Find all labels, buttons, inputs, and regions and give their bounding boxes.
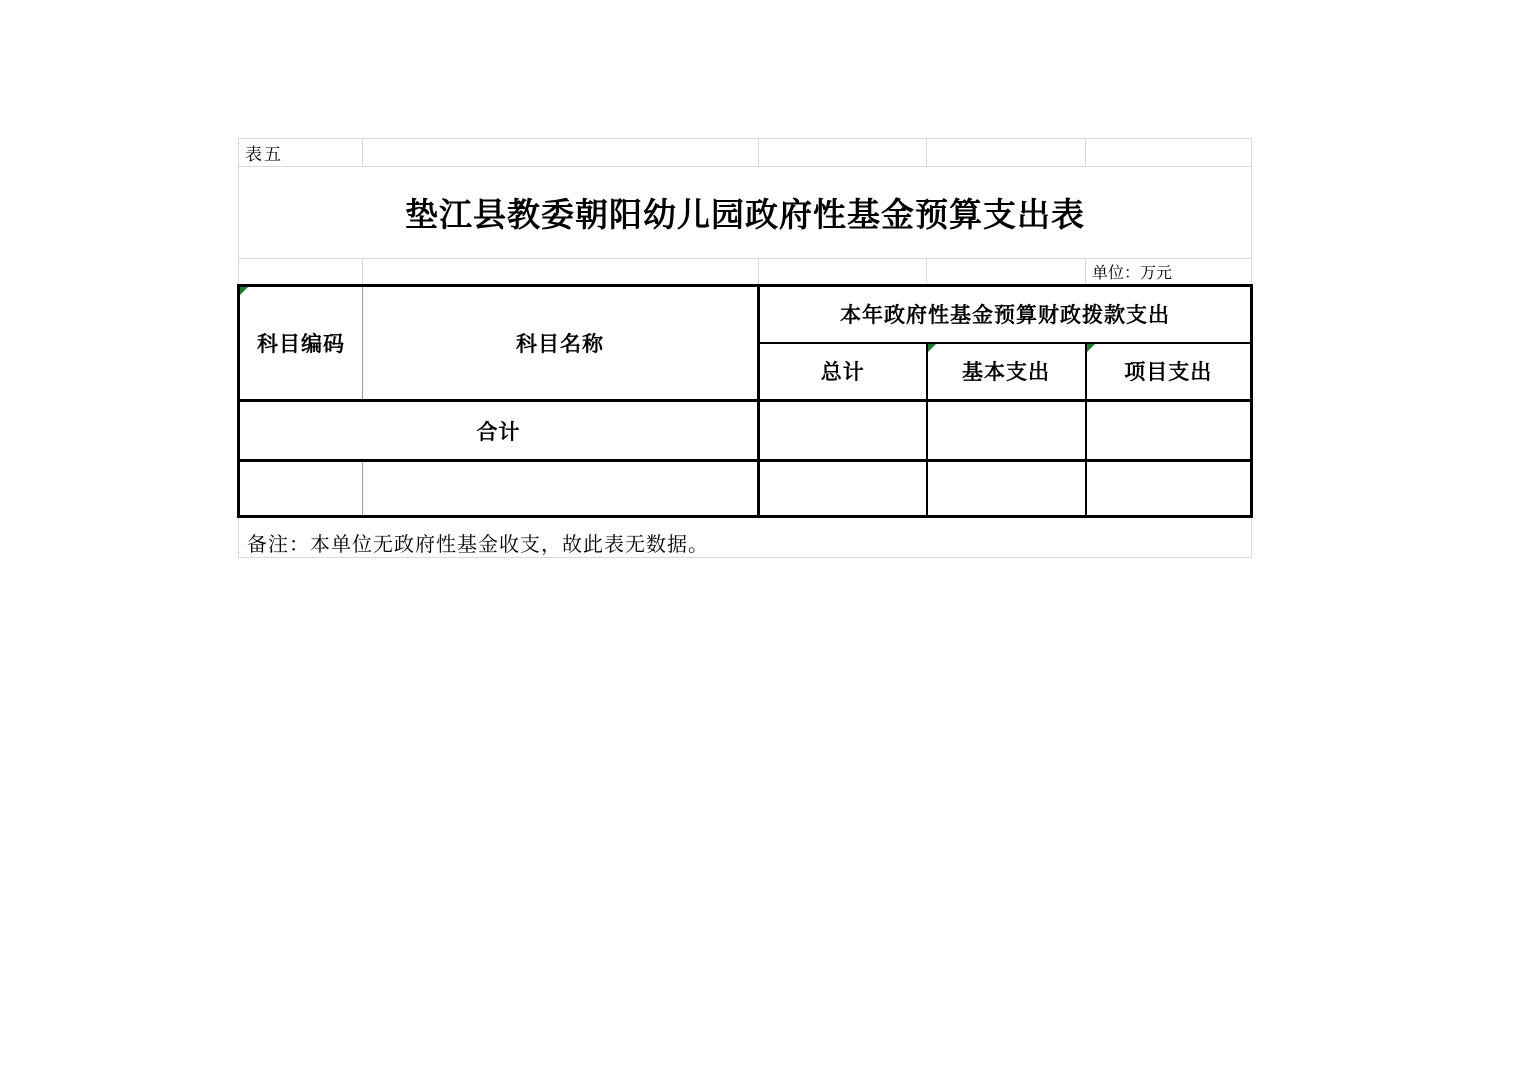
grid-cell	[239, 259, 363, 286]
budget-table	[237, 138, 1253, 558]
grid-cell	[759, 259, 927, 286]
sheet-tag: 表五	[239, 139, 363, 167]
grid-cell	[1086, 139, 1252, 167]
col-header-basic-label: 基本支出	[962, 361, 1050, 385]
col-header-basic	[927, 343, 1086, 401]
unit-label: 单位：万元	[1086, 259, 1252, 286]
unit-row	[239, 259, 1252, 286]
table-row-total	[239, 401, 1252, 461]
col-header-group: 本年政府性基金预算财政拨款支出	[759, 286, 1252, 343]
sheet-tag-row	[239, 139, 1252, 167]
grid-cell	[759, 139, 927, 167]
header-row-group	[239, 286, 1252, 343]
col-header-subject-code	[239, 286, 363, 401]
col-header-subject-code-label: 科目编码	[257, 333, 345, 356]
cell-detail-basic	[927, 461, 1086, 517]
grid-cell	[363, 139, 759, 167]
col-header-project-label: 项目支出	[1124, 361, 1213, 385]
table-row-detail	[239, 461, 1252, 517]
col-header-project	[1086, 343, 1252, 401]
cell-detail-project	[1086, 461, 1252, 517]
cell-subject-name	[363, 461, 759, 517]
cell-flag-icon	[928, 344, 936, 352]
cell-flag-icon	[1087, 344, 1095, 352]
cell-total-sum	[759, 401, 927, 461]
cell-detail-sum	[759, 461, 927, 517]
cell-total-project	[1086, 401, 1252, 461]
cell-flag-icon	[240, 287, 248, 295]
page-title: 垫江县教委朝阳幼儿园政府性基金预算支出表	[239, 167, 1252, 259]
col-header-subject-name-label: 科目名称	[516, 333, 604, 356]
note-row	[239, 517, 1252, 558]
col-header-subject-name	[363, 286, 759, 401]
row-label-total: 合计	[239, 401, 759, 461]
grid-cell	[927, 259, 1086, 286]
cell-total-basic	[927, 401, 1086, 461]
cell-subject-code	[239, 461, 363, 517]
grid-cell	[363, 259, 759, 286]
grid-cell	[927, 139, 1086, 167]
col-header-total: 总计	[759, 343, 927, 401]
note: 备注：本单位无政府性基金收支，故此表无数据。	[239, 517, 1252, 558]
title-row	[239, 167, 1252, 259]
